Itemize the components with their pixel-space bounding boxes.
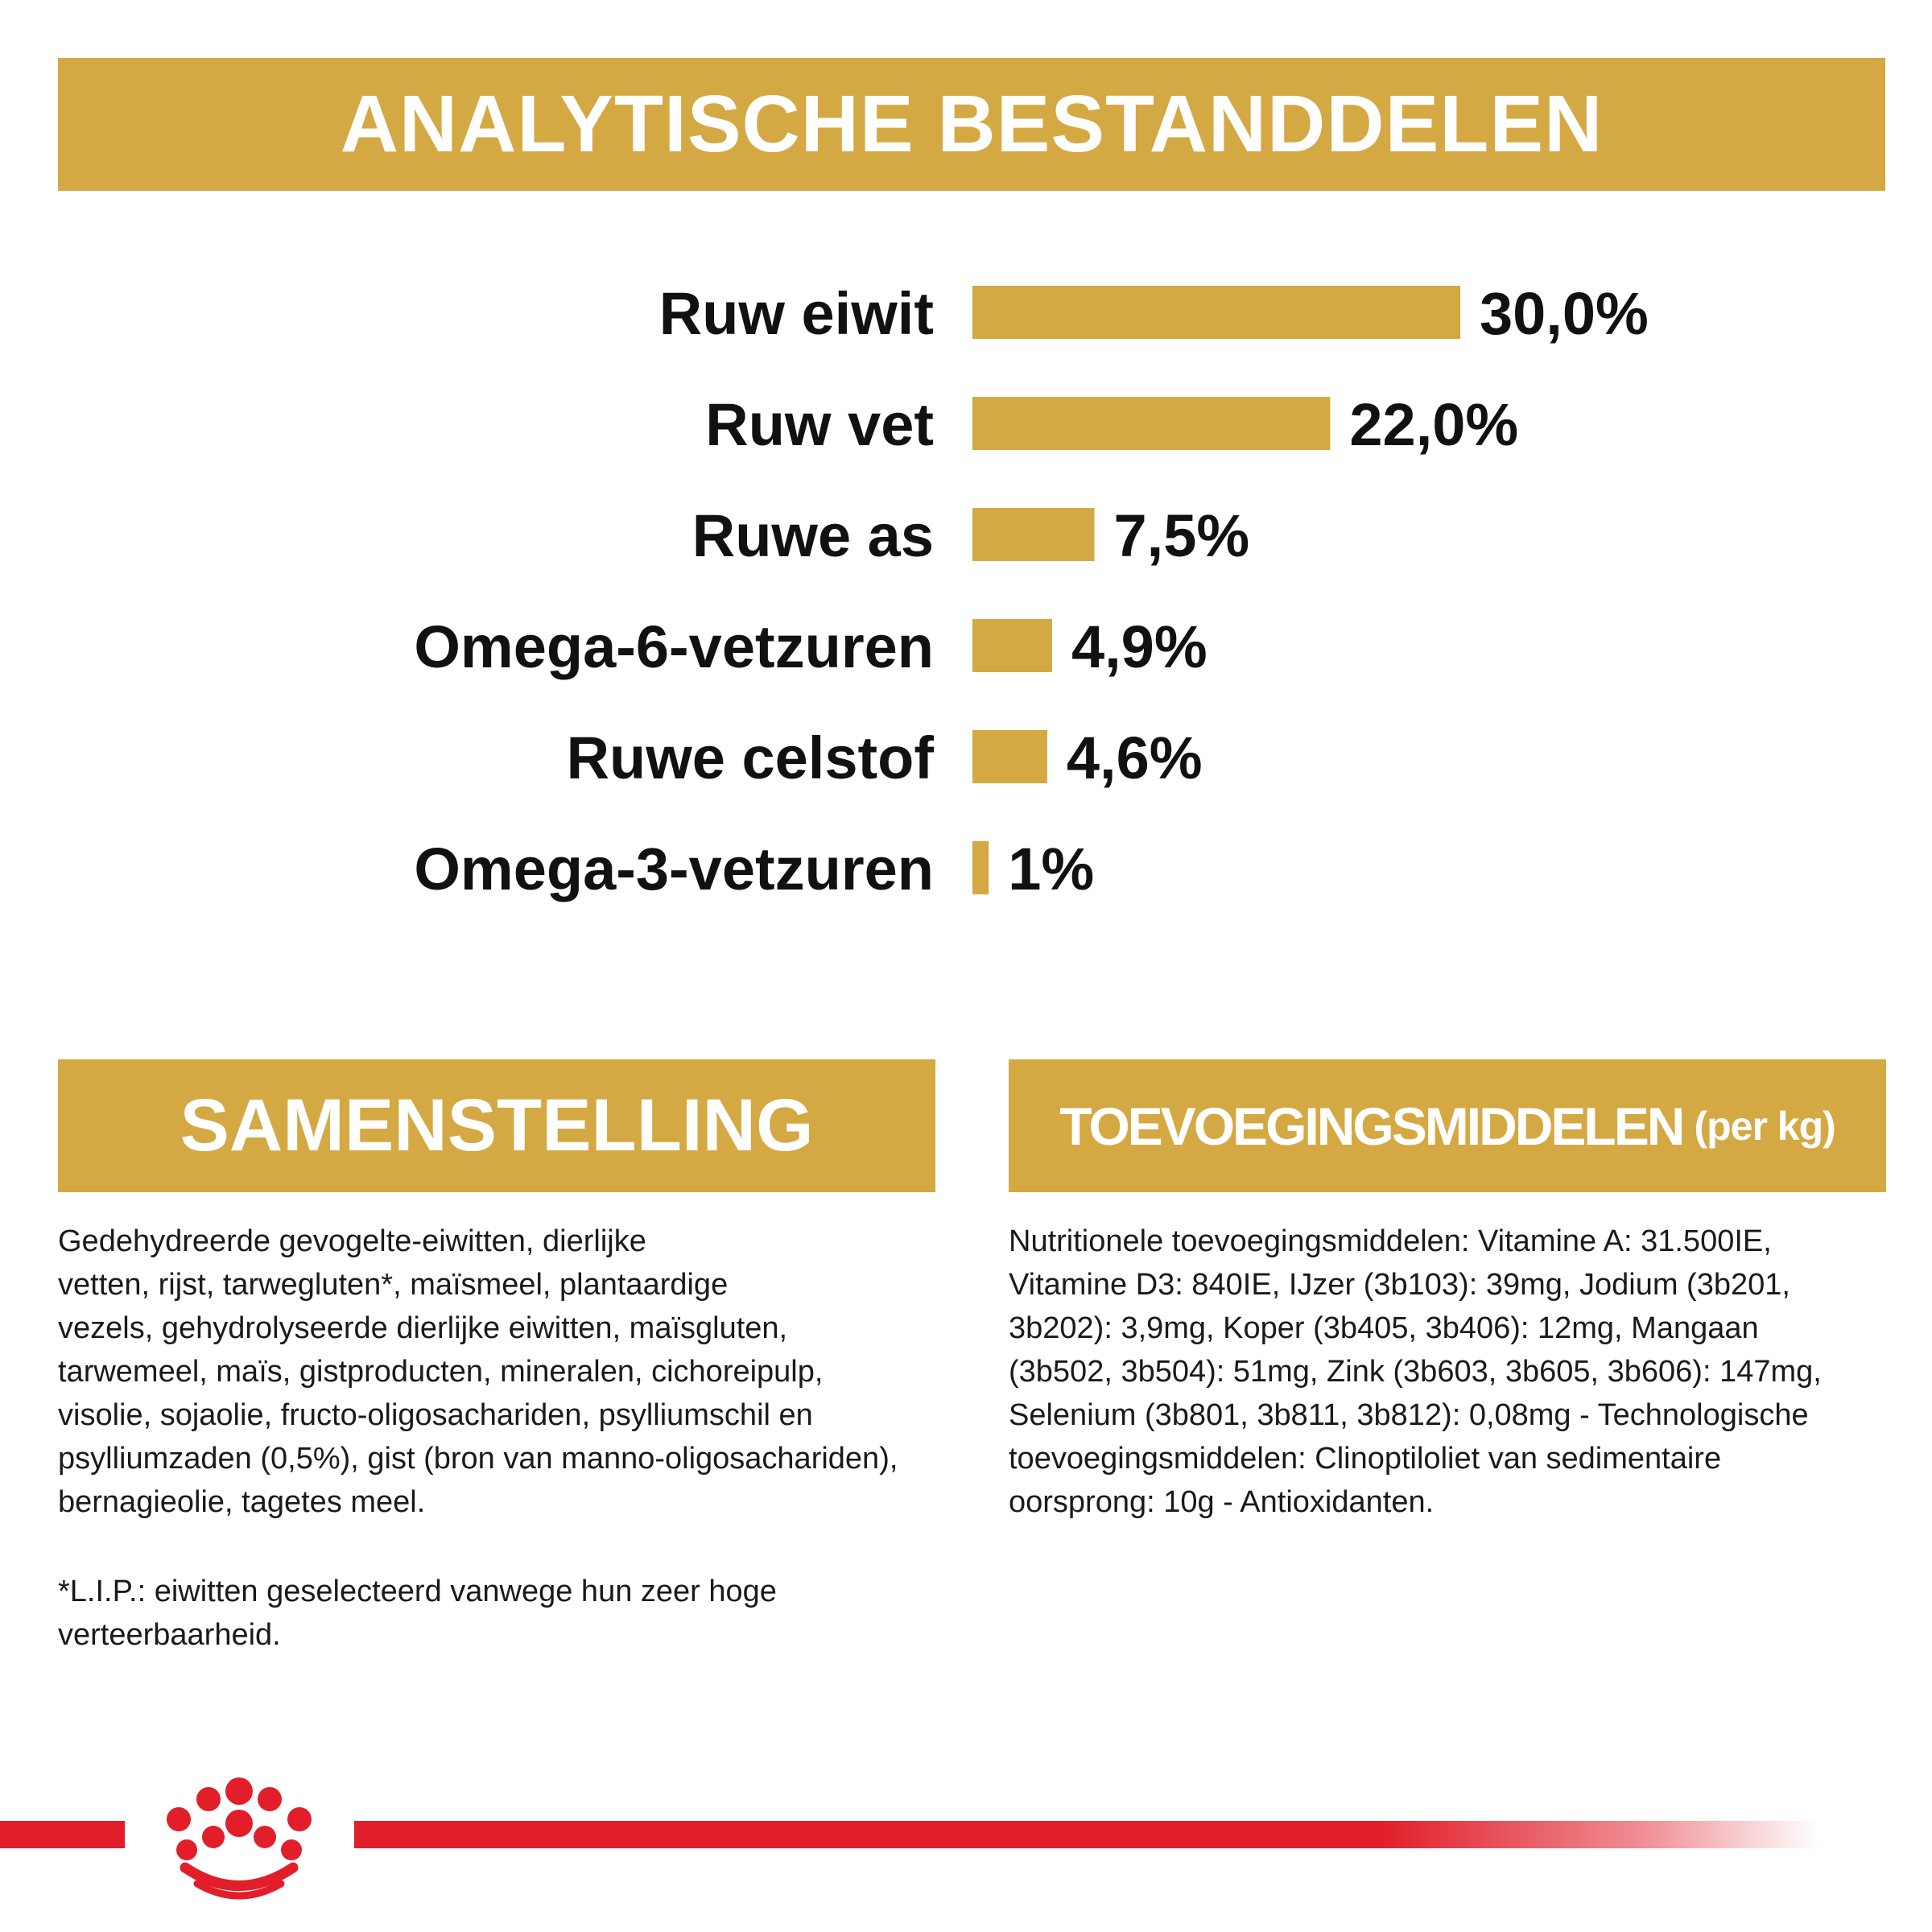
- value-label: 7,5%: [1113, 502, 1250, 569]
- bar: [972, 508, 1095, 561]
- category-label: Ruw eiwit: [658, 280, 934, 347]
- samenstelling-title: SAMENSTELLING: [180, 1084, 814, 1166]
- value-label: 4,9%: [1071, 613, 1208, 680]
- toevoegingsmiddelen-title: TOEVOEGINGSMIDDELEN: [1059, 1096, 1683, 1156]
- toevoegingsmiddelen-banner: [1009, 1059, 1886, 1192]
- value-label: 1%: [1008, 836, 1095, 902]
- analytical-header-banner: [58, 58, 1885, 191]
- toevoegingsmiddelen-unit: (per kg): [1694, 1103, 1835, 1149]
- analytical-header-title: ANALYTISCHE BESTANDDELEN: [340, 79, 1604, 169]
- category-label: Ruw vet: [705, 391, 934, 458]
- value-label: 30,0%: [1480, 280, 1649, 347]
- bar: [972, 619, 1052, 672]
- bar: [972, 286, 1460, 339]
- value-label: 4,6%: [1066, 724, 1203, 791]
- category-label: Ruwe as: [691, 502, 934, 569]
- crown-logo-icon: [137, 1771, 342, 1900]
- samenstelling-banner: [58, 1059, 935, 1192]
- toevoegingsmiddelen-text: Nutritionele toevoegingsmiddelen: Vitamine A: 31.500IE, Vitamine D3: 840IE, IJzer (3b103): 39mg, Jodium (3b201, 3b202): 3,9mg, Koper (3b405, 3b406): 12mg, Mangaan (3b502, 3b504): 51mg, Zink (3b603, 3b605, 3b606): 147mg, Selenium (3b801, 3b811, 3b812): 0,08mg - Technologische toevoegingsmiddelen: Clinoptiloliet van sedimentaire oorsprong: 10g - Antioxidanten.: [1009, 1224, 1822, 1519]
- category-label: Omega-6-vetzuren: [414, 613, 934, 680]
- category-label: Ruwe celstof: [566, 724, 934, 791]
- analytical-bar-chart: [0, 242, 1932, 926]
- bar: [972, 730, 1047, 783]
- bar: [972, 397, 1330, 450]
- lip-footnote: *L.I.P.: eiwitten geselecteerd vanwege hun zeer hoge verteerbaarheid.: [58, 1575, 777, 1652]
- footer-brand-line-right: [354, 1821, 1819, 1848]
- value-label: 22,0%: [1349, 391, 1519, 458]
- category-label: Omega-3-vetzuren: [414, 836, 934, 902]
- bar: [972, 841, 989, 894]
- samenstelling-text: Gedehydreerde gevogelte-eiwitten, dierlijke vetten, rijst, tarwegluten*, maïsmeel, plantaardige vezels, gehydrolyseerde dierlijke eiwitten, maïsgluten, tarwemeel, maïs, gistproducten, mineralen, cichoreipulp, visolie, sojaolie, fructo-oligosachariden, psylliumschil en psylliumzaden (0,5%), gist (bron van manno-oligosachariden), bernagieolie, tagetes meel.: [58, 1224, 898, 1519]
- footer-brand-line-left: [0, 1821, 125, 1848]
